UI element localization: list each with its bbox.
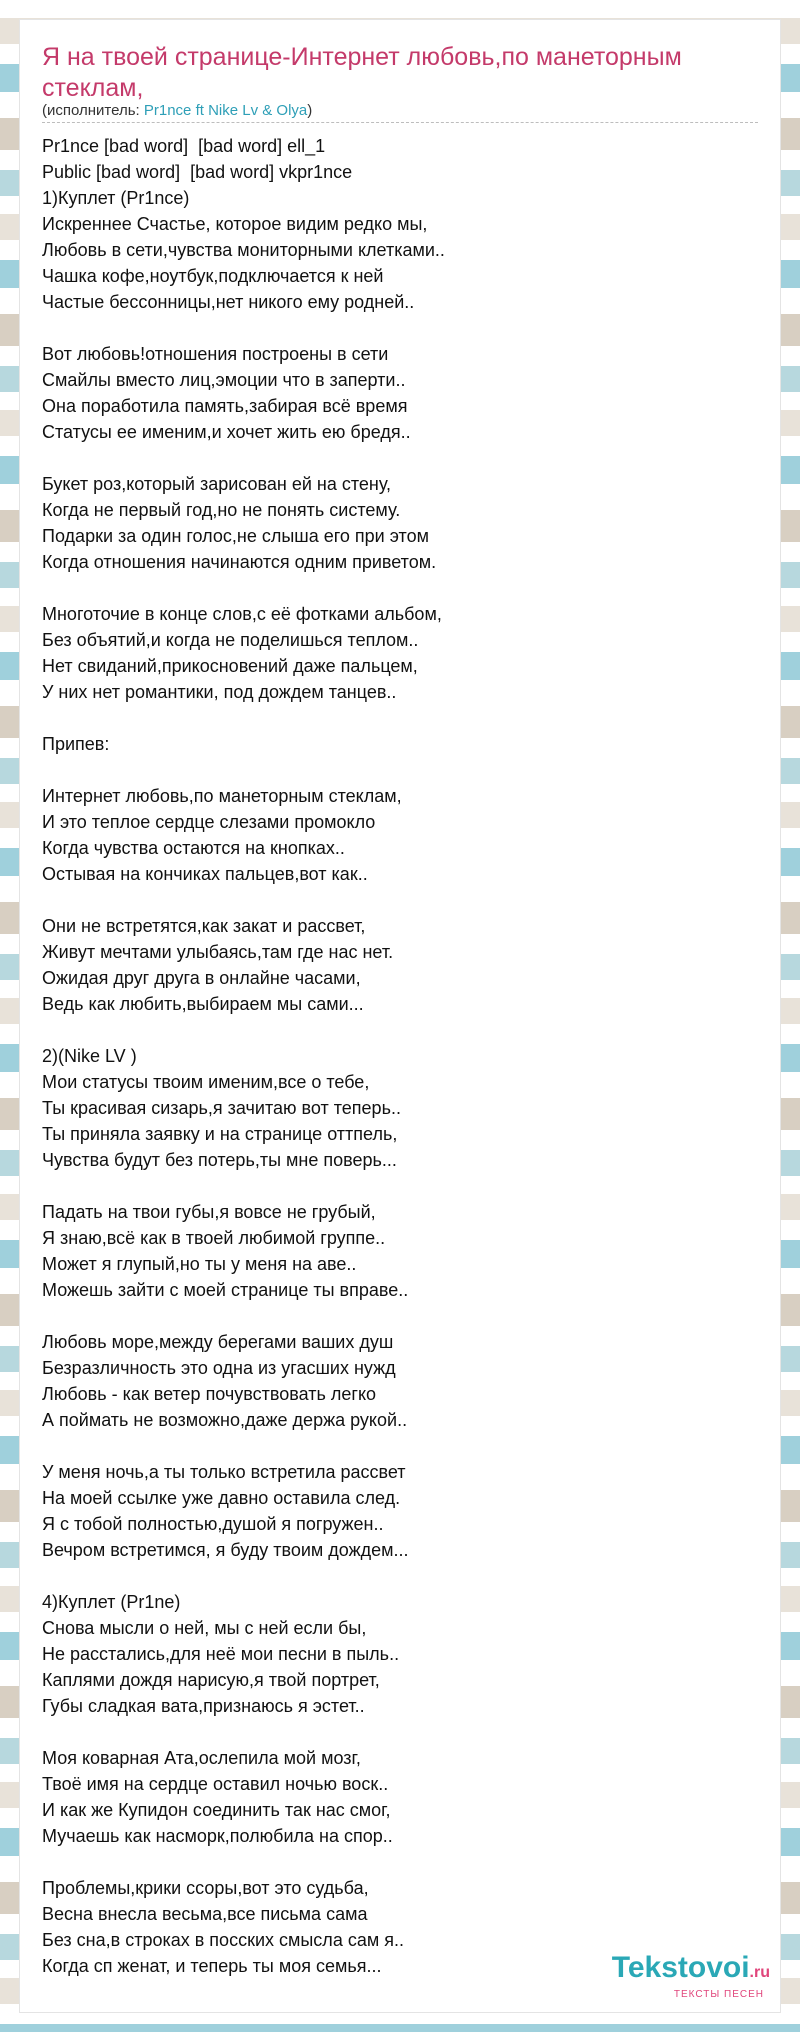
lyrics-line: Искреннее Счастье, которое видим редко мы,	[42, 214, 428, 234]
lyrics-line: Каплями дождя нарисую,я твой портрет,	[42, 1670, 380, 1690]
logo-tld: .ru	[749, 1964, 770, 1981]
lyrics-blank-line	[42, 1017, 758, 1043]
lyrics-line: Моя коварная Ата,ослепила мой мозг,	[42, 1748, 361, 1768]
lyrics-line: Любовь в сети,чувства мониторными клетками..	[42, 240, 445, 260]
lyrics-line: Весна внесла весьма,все письма сама	[42, 1904, 368, 1924]
lyrics-line: Без сна,в строках в посских смысла сам я..	[42, 1930, 404, 1950]
lyrics-line: 4)Куплет (Pr1ne)	[42, 1592, 181, 1612]
lyrics-line: 1)Куплет (Pr1nce)	[42, 188, 190, 208]
artist-prefix: (исполнитель:	[42, 102, 144, 119]
lyrics-line: Может я глупый,но ты у меня на аве..	[42, 1254, 357, 1274]
lyrics-blank-line	[42, 1563, 758, 1589]
lyrics-line: 2)(Nike LV )	[42, 1046, 137, 1066]
lyrics-card	[20, 20, 780, 2012]
lyrics-line: Без объятий,и когда не поделишься теплом..	[42, 630, 419, 650]
lyrics-line: Я с тобой полностью,душой я погружен..	[42, 1514, 384, 1534]
lyrics-line: Многоточие в конце слов,с её фотками альбом,	[42, 604, 442, 624]
artist-link[interactable]: Pr1nce ft Nike Lv & Olya	[143, 102, 308, 119]
lyrics-line: Смайлы вместо лиц,эмоции что в заперти..	[42, 370, 406, 390]
lyrics-line: Можешь зайти с моей странице ты вправе..	[42, 1280, 409, 1300]
lyrics-blank-line	[42, 1303, 758, 1329]
lyrics-blank-line	[42, 887, 758, 913]
lyrics-line: Ведь как любить,выбираем мы сами...	[42, 994, 364, 1014]
lyrics-line: У них нет романтики, под дождем танцев..	[42, 682, 397, 702]
lyrics-line: Когда отношения начинаются одним приветом.	[42, 552, 437, 572]
lyrics-line: Когда чувства остаются на кнопках..	[42, 838, 345, 858]
lyrics-line: Любовь - как ветер почувствовать легко	[42, 1384, 377, 1404]
lyrics-line: Ожидая друг друга в онлайне часами,	[42, 968, 361, 988]
lyrics-line: Статусы ее именим,и хочет жить ею бредя..	[42, 422, 411, 442]
lyrics-blank-line	[42, 445, 758, 471]
lyrics-line: Мучаешь как насморк,полюбила на спор..	[42, 1826, 393, 1846]
lyrics-line: Припев:	[42, 734, 110, 754]
lyrics-line: Она поработила память,забирая всё время	[42, 396, 408, 416]
logo-tagline: ТЕКСТЫ ПЕСЕН	[673, 1989, 764, 2000]
lyrics-line: Когда сп женат, и теперь ты моя семья...	[42, 1956, 382, 1976]
lyrics-line: Чашка кофе,ноутбук,подключается к ней	[42, 266, 384, 286]
lyrics-line: Живут мечтами улыбаясь,там где нас нет.	[42, 942, 394, 962]
lyrics-line: У меня ночь,а ты только встретила рассвет	[42, 1462, 406, 1482]
lyrics-line: Мои статусы твоим именим,все о тебе,	[42, 1072, 370, 1092]
lyrics-line: Проблемы,крики ссоры,вот это судьба,	[42, 1878, 369, 1898]
lyrics-line: Ты красивая сизарь,я зачитаю вот теперь..	[42, 1098, 401, 1118]
lyrics-text	[42, 133, 758, 1979]
lyrics-line: Нет свиданий,прикосновений даже пальцем,	[42, 656, 418, 676]
lyrics-blank-line	[42, 1849, 758, 1875]
lyrics-line: Ты приняла заявку и на странице оттпель,	[42, 1124, 398, 1144]
lyrics-line: Не расстались,для неё мои песни в пыль..	[42, 1644, 400, 1664]
lyrics-line: А поймать не возможно,даже держа рукой..	[42, 1410, 408, 1430]
lyrics-line: Вот любовь!отношения построены в сети	[42, 344, 389, 364]
lyrics-line: И это теплое сердце слезами промокло	[42, 812, 376, 832]
lyrics-blank-line	[42, 315, 758, 341]
lyrics-line: Когда не первый год,но не понять систему.	[42, 500, 401, 520]
artist-line	[42, 102, 758, 123]
lyrics-line: И как же Купидон соединить так нас смог,	[42, 1800, 391, 1820]
lyrics-line: Снова мысли о ней, мы с ней если бы,	[42, 1618, 367, 1638]
lyrics-line: Букет роз,который зарисован ей на стену,	[42, 474, 392, 494]
site-logo[interactable]	[612, 1953, 770, 2000]
lyrics-line: На моей ссылке уже давно оставила след.	[42, 1488, 401, 1508]
lyrics-line: Pr1nce [bad word] [bad word] ell_1	[42, 136, 326, 156]
logo-name: Tekstovoi	[611, 1951, 750, 1984]
lyrics-blank-line	[42, 1433, 758, 1459]
lyrics-line: Любовь море,между берегами ваших душ	[42, 1332, 394, 1352]
logo-wordmark	[612, 1953, 770, 1988]
lyrics-line: Вечром встретимся, я буду твоим дождем...	[42, 1540, 409, 1560]
lyrics-blank-line	[42, 575, 758, 601]
lyrics-line: Частые бессонницы,нет никого ему родней..	[42, 292, 415, 312]
lyrics-line: Остывая на кончиках пальцев,вот как..	[42, 864, 368, 884]
lyrics-line: Public [bad word] [bad word] vkpr1nce	[42, 162, 353, 182]
lyrics-line: Я знаю,всё как в твоей любимой группе..	[42, 1228, 386, 1248]
lyrics-line: Губы сладкая вата,признаюсь я эстет..	[42, 1696, 365, 1716]
lyrics-blank-line	[42, 1173, 758, 1199]
lyrics-line: Они не встретятся,как закат и рассвет,	[42, 916, 366, 936]
lyrics-blank-line	[42, 757, 758, 783]
lyrics-line: Твоё имя на сердце оставил ночью воск..	[42, 1774, 389, 1794]
lyrics-blank-line	[42, 1719, 758, 1745]
artist-suffix: )	[307, 102, 313, 119]
lyrics-line: Интернет любовь,по манеторным стеклам,	[42, 786, 402, 806]
lyrics-line: Чувства будут без потерь,ты мне поверь...	[42, 1150, 397, 1170]
lyrics-line: Безразличность это одна из угасших нужд	[42, 1358, 396, 1378]
lyrics-line: Падать на твои губы,я вовсе не грубый,	[42, 1202, 376, 1222]
song-title: Я на твоей странице-Интернет любовь,по манеторным стеклам,	[42, 43, 682, 102]
lyrics-line: Подарки за один голос,не слыша его при этом	[42, 526, 429, 546]
lyrics-blank-line	[42, 705, 758, 731]
